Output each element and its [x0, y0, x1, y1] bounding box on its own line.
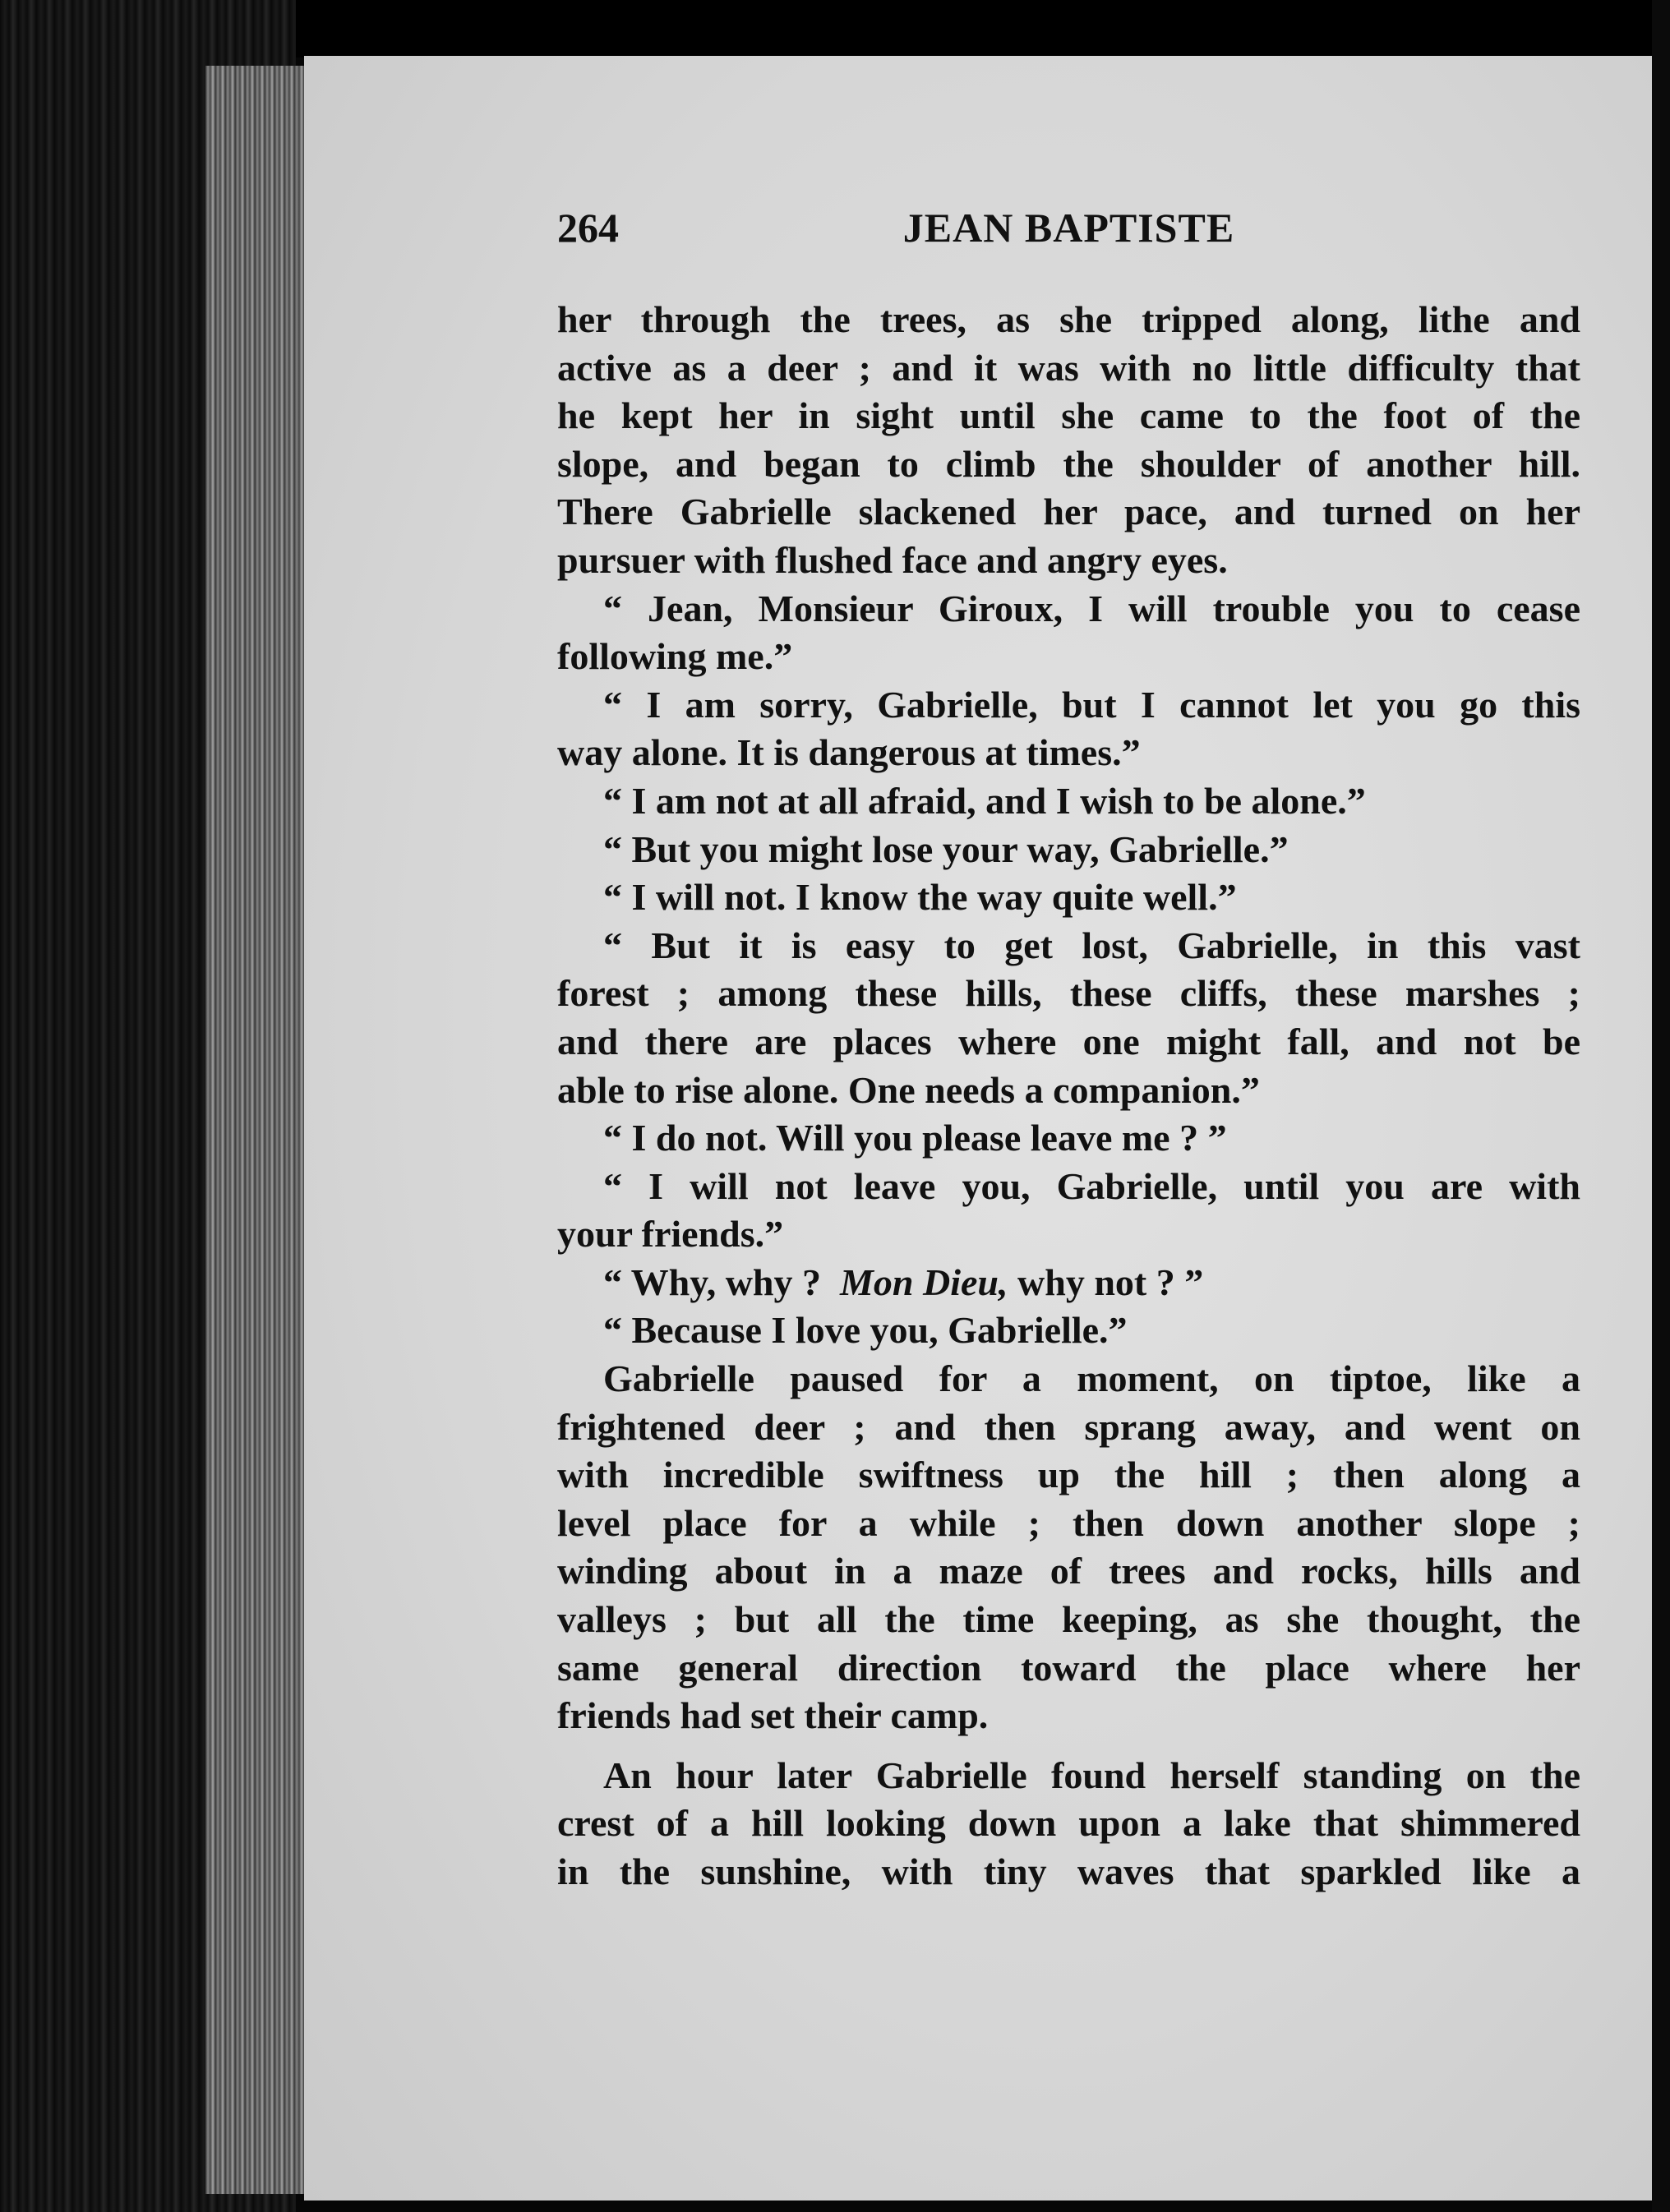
text-line: “ Because I love you, Gabrielle.” [603, 1309, 1128, 1352]
italic-phrase: Mon Dieu, [840, 1260, 1008, 1303]
text-line: “ Jean, Monsieur Giroux, I will trouble you to cease [603, 587, 1580, 629]
text-line: “ I do not. Will you please leave me ? ” [603, 1117, 1227, 1159]
text-line: crest of a hill looking down upon a lake that shimmered [557, 1802, 1580, 1845]
text-line: with incredible swiftness up the hill ; then along a [557, 1454, 1580, 1496]
text-segment: “ Why, why ? [603, 1260, 822, 1303]
text-line: way alone. It is dangerous at times.” [557, 731, 1141, 774]
text-line: “ I will not leave you, Gabrielle, until you are with [603, 1164, 1580, 1207]
text-line: friends had set their camp. [557, 1694, 989, 1737]
text-line: level place for a while ; then down another slope ; [557, 1501, 1580, 1544]
text-line: following me.” [557, 635, 793, 678]
text-line: Gabrielle paused for a moment, on tiptoe, like a [603, 1357, 1580, 1400]
text-line: “ I am sorry, Gabrielle, but I cannot let you go this [603, 683, 1580, 726]
text-line: he kept her in sight until she came to the foot of the [557, 394, 1580, 437]
text-line: frightened deer ; and then sprang away, and went on [557, 1405, 1580, 1448]
text-line: able to rise alone. One needs a companion.” [557, 1068, 1260, 1111]
text-line: There Gabrielle slackened her pace, and turned on her [557, 491, 1580, 533]
text-segment: why not ? ” [1017, 1260, 1204, 1303]
text-line: An hour later Gabrielle found herself standing on the [603, 1753, 1580, 1796]
page-header [557, 204, 1580, 261]
text-line: “ But you might lose your way, Gabrielle.” [603, 827, 1289, 870]
text-line: “ I will not. I know the way quite well.” [603, 876, 1237, 919]
text-line: her through the trees, as she tripped along, lithe and [557, 298, 1580, 340]
running-title: JEAN BAPTISTE [902, 205, 1235, 251]
text-line: valleys ; but all the time keeping, as she thought, the [557, 1598, 1580, 1641]
text-line [557, 1259, 1580, 1307]
text-line: “ I am not at all afraid, and I wish to be alone.” [603, 779, 1366, 822]
text-line: “ But it is easy to get lost, Gabrielle, in this vast [603, 924, 1580, 966]
text-line: in the sunshine, with tiny waves that sparkled like a [557, 1850, 1580, 1892]
scan-right-border [1652, 0, 1670, 2212]
text-line: winding about in a maze of trees and rocks, hills and [557, 1550, 1580, 1592]
text-line: slope, and began to climb the shoulder of another hill. [557, 442, 1580, 485]
page-edges [205, 66, 321, 2194]
text-line: same general direction toward the place where her [557, 1646, 1580, 1689]
text-line: and there are places where one might fall, and not be [557, 1020, 1580, 1062]
text-line: pursuer with flushed face and angry eyes. [557, 538, 1228, 581]
text-line: active as a deer ; and it was with no little difficulty that [557, 346, 1580, 389]
page-body [557, 296, 1580, 1896]
text-line: your friends.” [557, 1213, 784, 1256]
page-number: 264 [557, 205, 619, 251]
text-line: forest ; among these hills, these cliffs, these marshes ; [557, 972, 1580, 1015]
